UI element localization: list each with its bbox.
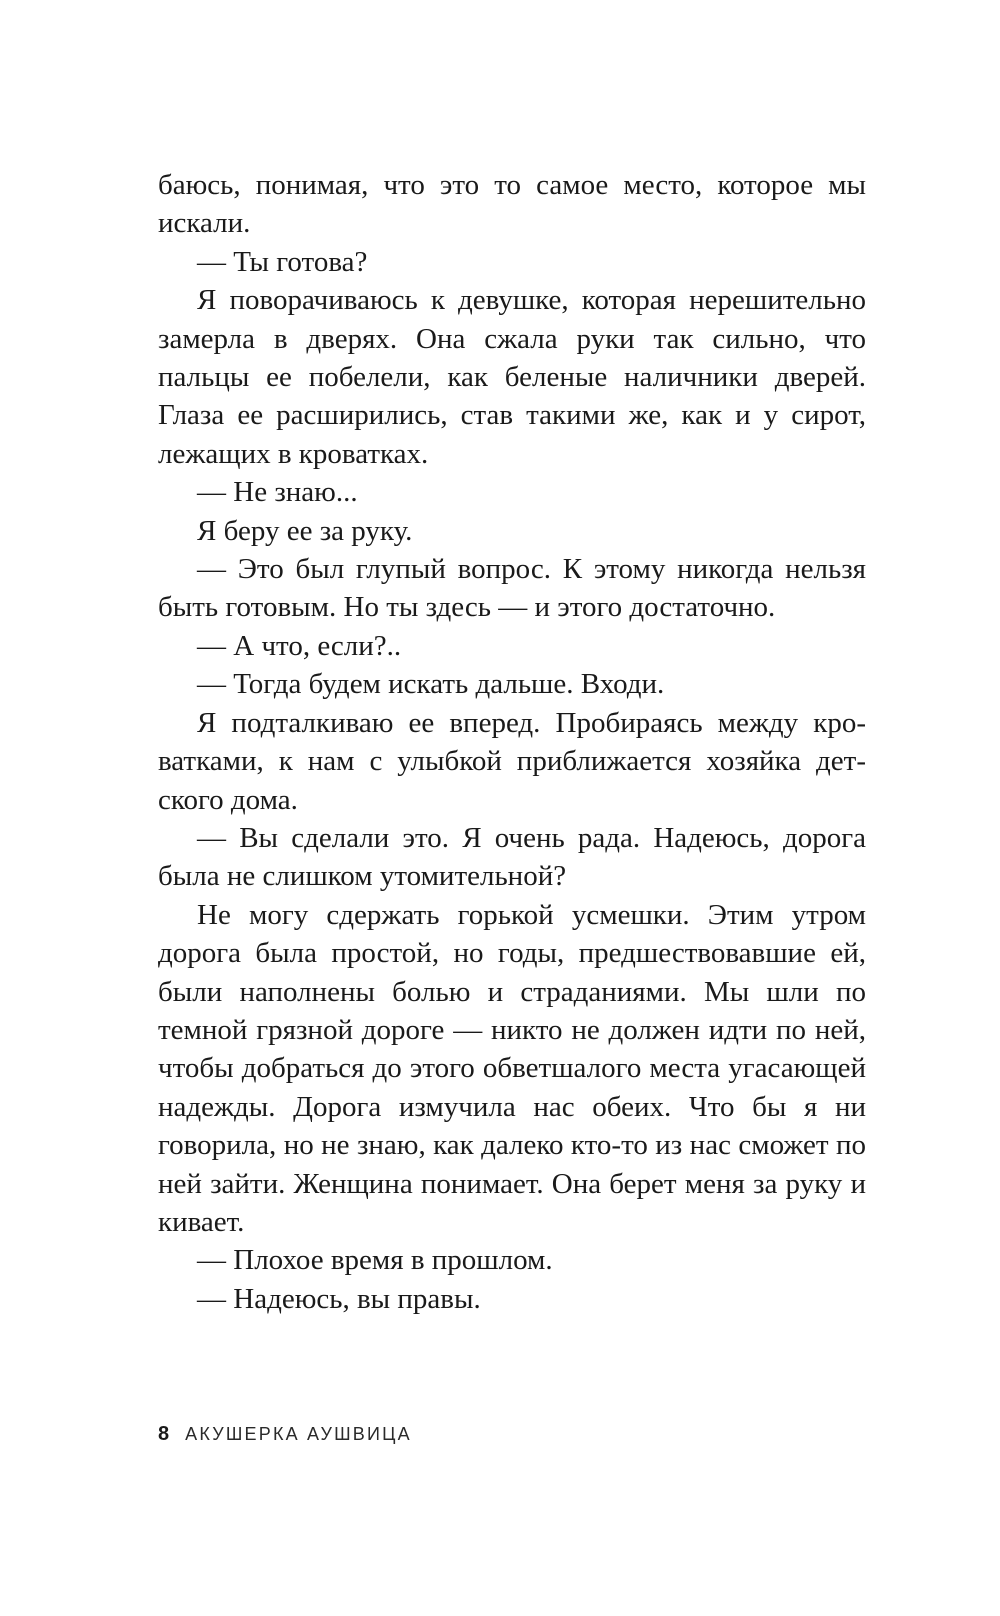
dialogue-line: — Надеюсь, вы правы. (197, 1282, 481, 1315)
dialogue-line: — Плохое время в прошлом. (197, 1244, 553, 1277)
paragraph: баюсь, понимая, что это то самое место, которое мы искали. (158, 169, 866, 240)
page-number: 8 (158, 1422, 170, 1445)
dialogue-line: — Вы сделали это. Я очень рада. Надеюсь, дорога была не слишком утомительной? (158, 821, 866, 893)
paragraph: Я подталкиваю ее вперед. Пробираясь между кроватками, к нам с улыбкой приближается хозяйка детского дома. (158, 706, 866, 816)
book-text (158, 166, 866, 1318)
dialogue-line: — Ты готова? (197, 245, 368, 278)
page-footer (158, 1420, 412, 1448)
dialogue-line: — Это был глупый вопрос. К этому никогда нельзя быть готовым. Но ты здесь — и этого достаточно. (158, 553, 866, 624)
paragraph: Я беру ее за руку. (197, 514, 413, 547)
running-title: АКУШЕРКА АУШВИЦА (185, 1423, 412, 1444)
dialogue-line: — Тогда будем искать дальше. Входи. (197, 668, 665, 701)
paragraph: Я поворачиваюсь к девушке, которая нерешительно замерла в дверях. Она сжала руки так сильно, что пальцы ее побелели, как беленые наличники дверей. Глаза ее расширились, став такими же, как и у сирот, лежащих в кроватках. (158, 284, 866, 470)
dialogue-line: — Не знаю... (197, 476, 358, 509)
paragraph: Не могу сдержать горькой усмешки. Этим утром дорога была простой, но годы, предшествовавшие ей, были наполнены болью и страданиями. Мы шли по темной грязной дороге — никто не должен идти по ней, чтобы добраться до этого обветшалого места угасающей надежды. Дорога измучила нас обеих. Что бы я ни говорила, но не знаю, как далеко кто-то из нас сможет по ней зайти. Женщина понимает. Она берет меня за руку и кивает. (158, 898, 866, 1238)
dialogue-line: — А что, если?.. (197, 629, 402, 662)
